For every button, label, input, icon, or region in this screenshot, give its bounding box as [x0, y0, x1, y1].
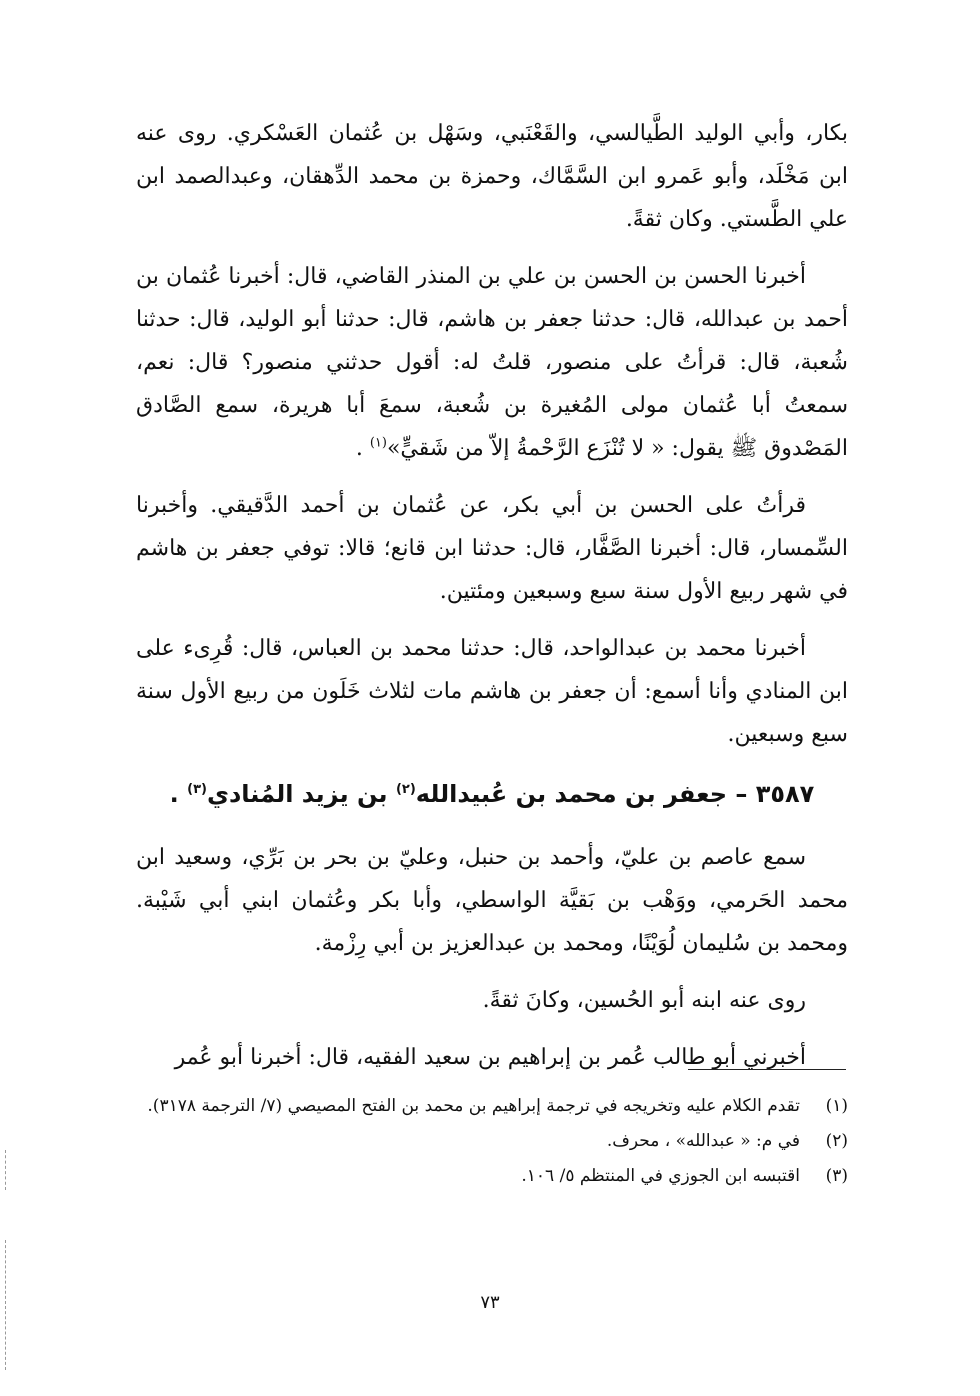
paragraph-2-text: أخبرنا الحسن بن الحسن بن علي بن المنذر القاضي، قال: أخبرنا عُثمان بن أحمد بن عبدالله، قال: حدثنا جعفر بن هاشم، قال: حدثنا أبو الوليد، قال: حدثنا شُعبة، قال: قرأتُ على منصور، قلتُ له: أقول حدثني منصور؟ قال: نعم، سمعتُ أبا عُثمان مولى المُغيرة بن شُعبة، سمعَ أبا هريرة، سمع الصَّادق المَصْدوق ﷺ يقول: « لا تُنْزَع الرَّحْمةُ إلاّ من شَقيٍّ»	[136, 264, 848, 461]
footnotes	[136, 1090, 848, 1195]
footnote-3	[136, 1160, 848, 1193]
entry-name-b: بن يزيد المُنادي	[206, 780, 396, 808]
footnote-ref-1: (١)	[369, 435, 387, 451]
paragraph-3: قرأتُ على الحسن بن أبي بكر، عن عُثمان بن أحمد الدَّقيقي. وأخبرنا السِّمسار، قال: أخبرنا الصَّفَّار، قال: حدثنا ابن قانع؛ قالا: توفي جعفر بن هاشم في شهر ربيع الأول سنة سبع وسبعين ومئتين.	[136, 493, 848, 604]
footnote-2-number: (٢)	[825, 1131, 848, 1151]
paragraph-7: أخبرني أبو طالب عُمر بن إبراهيم بن سعيد الفقيه، قال: أخبرنا أبو عُمر	[174, 1045, 806, 1070]
footnote-3-text: اقتبسه ابن الجوزي في المنتظم ٥/ ١٠٦.	[521, 1166, 800, 1186]
entry-heading	[136, 770, 848, 818]
page-body	[136, 112, 848, 1093]
footnote-1-number: (١)	[825, 1096, 848, 1116]
paragraph-2-end: .	[355, 436, 370, 461]
paragraph-1: بكار، وأبي الوليد الطَّيالسي، والقَعْنَبي، وسَهْل بن عُثمان العَسْكري. روى عنه ابن مَخْلَد، وأبو عَمرو ابن السَّمَّاك، وحمزة بن محمد الدِّهقان، وعبدالصمد ابن علي الطَّستي. وكان ثقةً.	[136, 121, 848, 232]
paragraph-6: روى عنه ابنه أبو الحُسين، وكانَ ثقةً.	[482, 988, 806, 1013]
entry-heading-end: .	[169, 780, 188, 808]
paragraph-4: أخبرنا محمد بن عبدالواحد، قال: حدثنا محمد بن العباس، قال: قُرِىء على ابن المنادي وأنا أسمع: أن جعفر بن هاشم مات لثلاث خَلَون من ربيع الأول سنة سبع وسبعين.	[136, 636, 848, 747]
entry-name-a: – جعفر بن محمد بن عُبيدالله	[415, 780, 756, 808]
paragraph-5: سمع عاصم بن عليّ، وأحمد بن حنبل، وعليّ بن بحر بن بَرِّي، وسعيد ابن محمد الحَرمي، ووَهْب بن بَقيَّة الواسطي، وأبا بكر وعُثمان ابني أبي شَيْبة. ومحمد بن سُليمان لُوَيْنًا، ومحمد بن عبدالعزيز بن أبي رِزْمة.	[136, 845, 848, 956]
footnote-ref-2: (٢)	[395, 782, 416, 797]
footnote-ref-3: (٣)	[187, 782, 207, 797]
footnote-2-text: في م: « عبدالله» ، محرف.	[606, 1131, 800, 1151]
footnote-2	[136, 1125, 848, 1158]
scan-margin-mark	[5, 1240, 6, 1370]
footnote-1	[136, 1090, 848, 1123]
entry-number: ٣٥٨٧	[755, 780, 815, 808]
footnote-3-number: (٣)	[825, 1166, 848, 1186]
paragraph-2	[136, 255, 848, 470]
scan-margin-mark	[5, 1150, 6, 1190]
page-number: ٧٣	[480, 1292, 500, 1313]
footnote-1-text: تقدم الكلام عليه وتخريجه في ترجمة إبراهيم بن محمد بن الفتح المصيصي (٧/ الترجمة ٣١٧٨).	[147, 1096, 800, 1116]
footnote-separator	[688, 1069, 846, 1070]
